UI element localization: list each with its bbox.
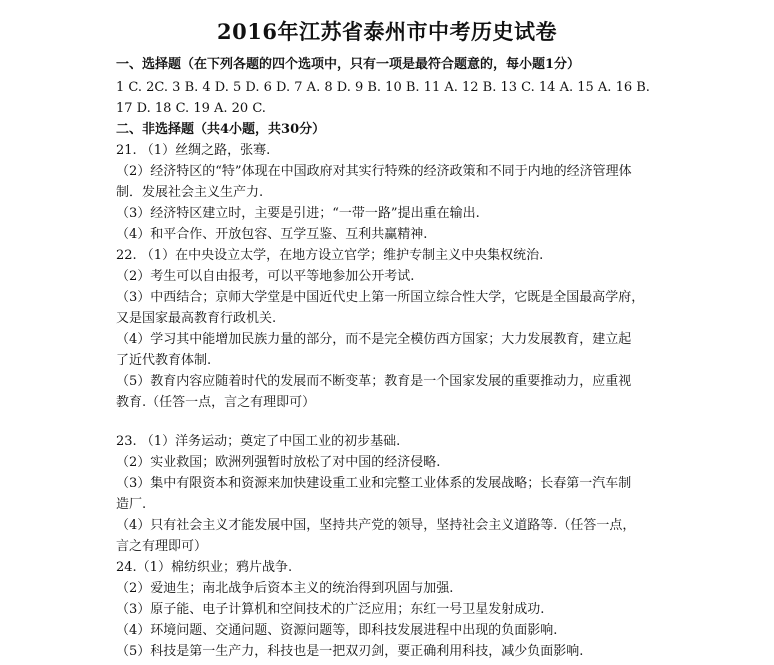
answer-line: 22. （1）在中央设立太学，在地方设立官学；维护专制主义中央集权统治. [116, 248, 544, 263]
answer-line: （3）集中有限资本和资源来加快建设重工业和完整工业体系的发展战略；长春第一汽车制 [116, 476, 632, 491]
answer-line: 言之有理即可） [116, 539, 208, 554]
answer-line: 了近代教育体制. [116, 353, 212, 368]
answer-line: （5）教育内容应随着时代的发展而不断变革；教育是一个国家发展的重要推动力，应重视 [116, 374, 632, 389]
section-heading-choice: 一、选择题（在下列各题的四个选项中，只有一项是最符合题意的，每小题1分） [116, 57, 581, 72]
answer-line: （3）经济特区建立时，主要是引进；“一带一路”提出重在输出. [116, 206, 480, 221]
answer-line: 24.（1）棉纺织业；鸦片战争. [116, 560, 293, 575]
answer-line: （2）考生可以自由报考，可以平等地参加公开考试. [116, 269, 415, 284]
answer-line: （2）经济特区的“特”体现在中国政府对其实行特殊的经济政策和不同于内地的经济管理体 [116, 164, 632, 179]
answer-line: （5）科技是第一生产力，科技也是一把双刃剑，要正确利用科技，减少负面影响. [116, 644, 584, 659]
answer-line: 17 D. 18 C. 19 A. 20 C. [116, 101, 266, 116]
answer-line: （3）原子能、电子计算机和空间技术的广泛应用；东红一号卫星发射成功. [116, 602, 545, 617]
answer-line: （4）学习其中能增加民族力量的部分，而不是完全模仿西方国家；大力发展教育，建立起 [116, 332, 632, 347]
answer-line: 造厂. [116, 497, 147, 512]
answer-line: 1 C. 2C. 3 B. 4 D. 5 D. 6 D. 7 A. 8 D. 9 B. 10 B. 11 A. 12 B. 13 C. 14 A. 15 A. 16 B. [116, 80, 650, 95]
answer-line: （4）只有社会主义才能发展中国，坚持共产党的领导，坚持社会主义道路等.（任答一点， [116, 518, 636, 533]
answer-line: （4）和平合作、开放包容、互学互鉴、互利共赢精神. [116, 227, 428, 242]
answer-line: 教育.（任答一点，言之有理即可） [116, 395, 316, 410]
answer-line: （2）爱迪生；南北战争后资本主义的统治得到巩固与加强. [116, 581, 454, 596]
answer-line: 又是国家最高教育行政机关. [116, 311, 277, 326]
answer-line: 21. （1）丝绸之路，张骞. [116, 143, 271, 158]
answer-line: （3）中西结合；京师大学堂是中国近代史上第一所国立综合性大学，它既是全国最高学府， [116, 290, 645, 305]
page-title: 2016年江苏省泰州市中考历史试卷 [217, 19, 557, 44]
answer-line: （4）环境问题、交通问题、资源问题等，即科技发展进程中出现的负面影响. [116, 623, 558, 638]
answer-line: 23. （1）洋务运动；奠定了中国工业的初步基础. [116, 434, 401, 449]
answer-line: 制．发展社会主义生产力. [116, 185, 264, 200]
section-heading-nonchoice: 二、非选择题（共4小题，共30分） [116, 122, 326, 137]
answer-line: （2）实业救国；欧洲列强暂时放松了对中国的经济侵略. [116, 455, 441, 470]
